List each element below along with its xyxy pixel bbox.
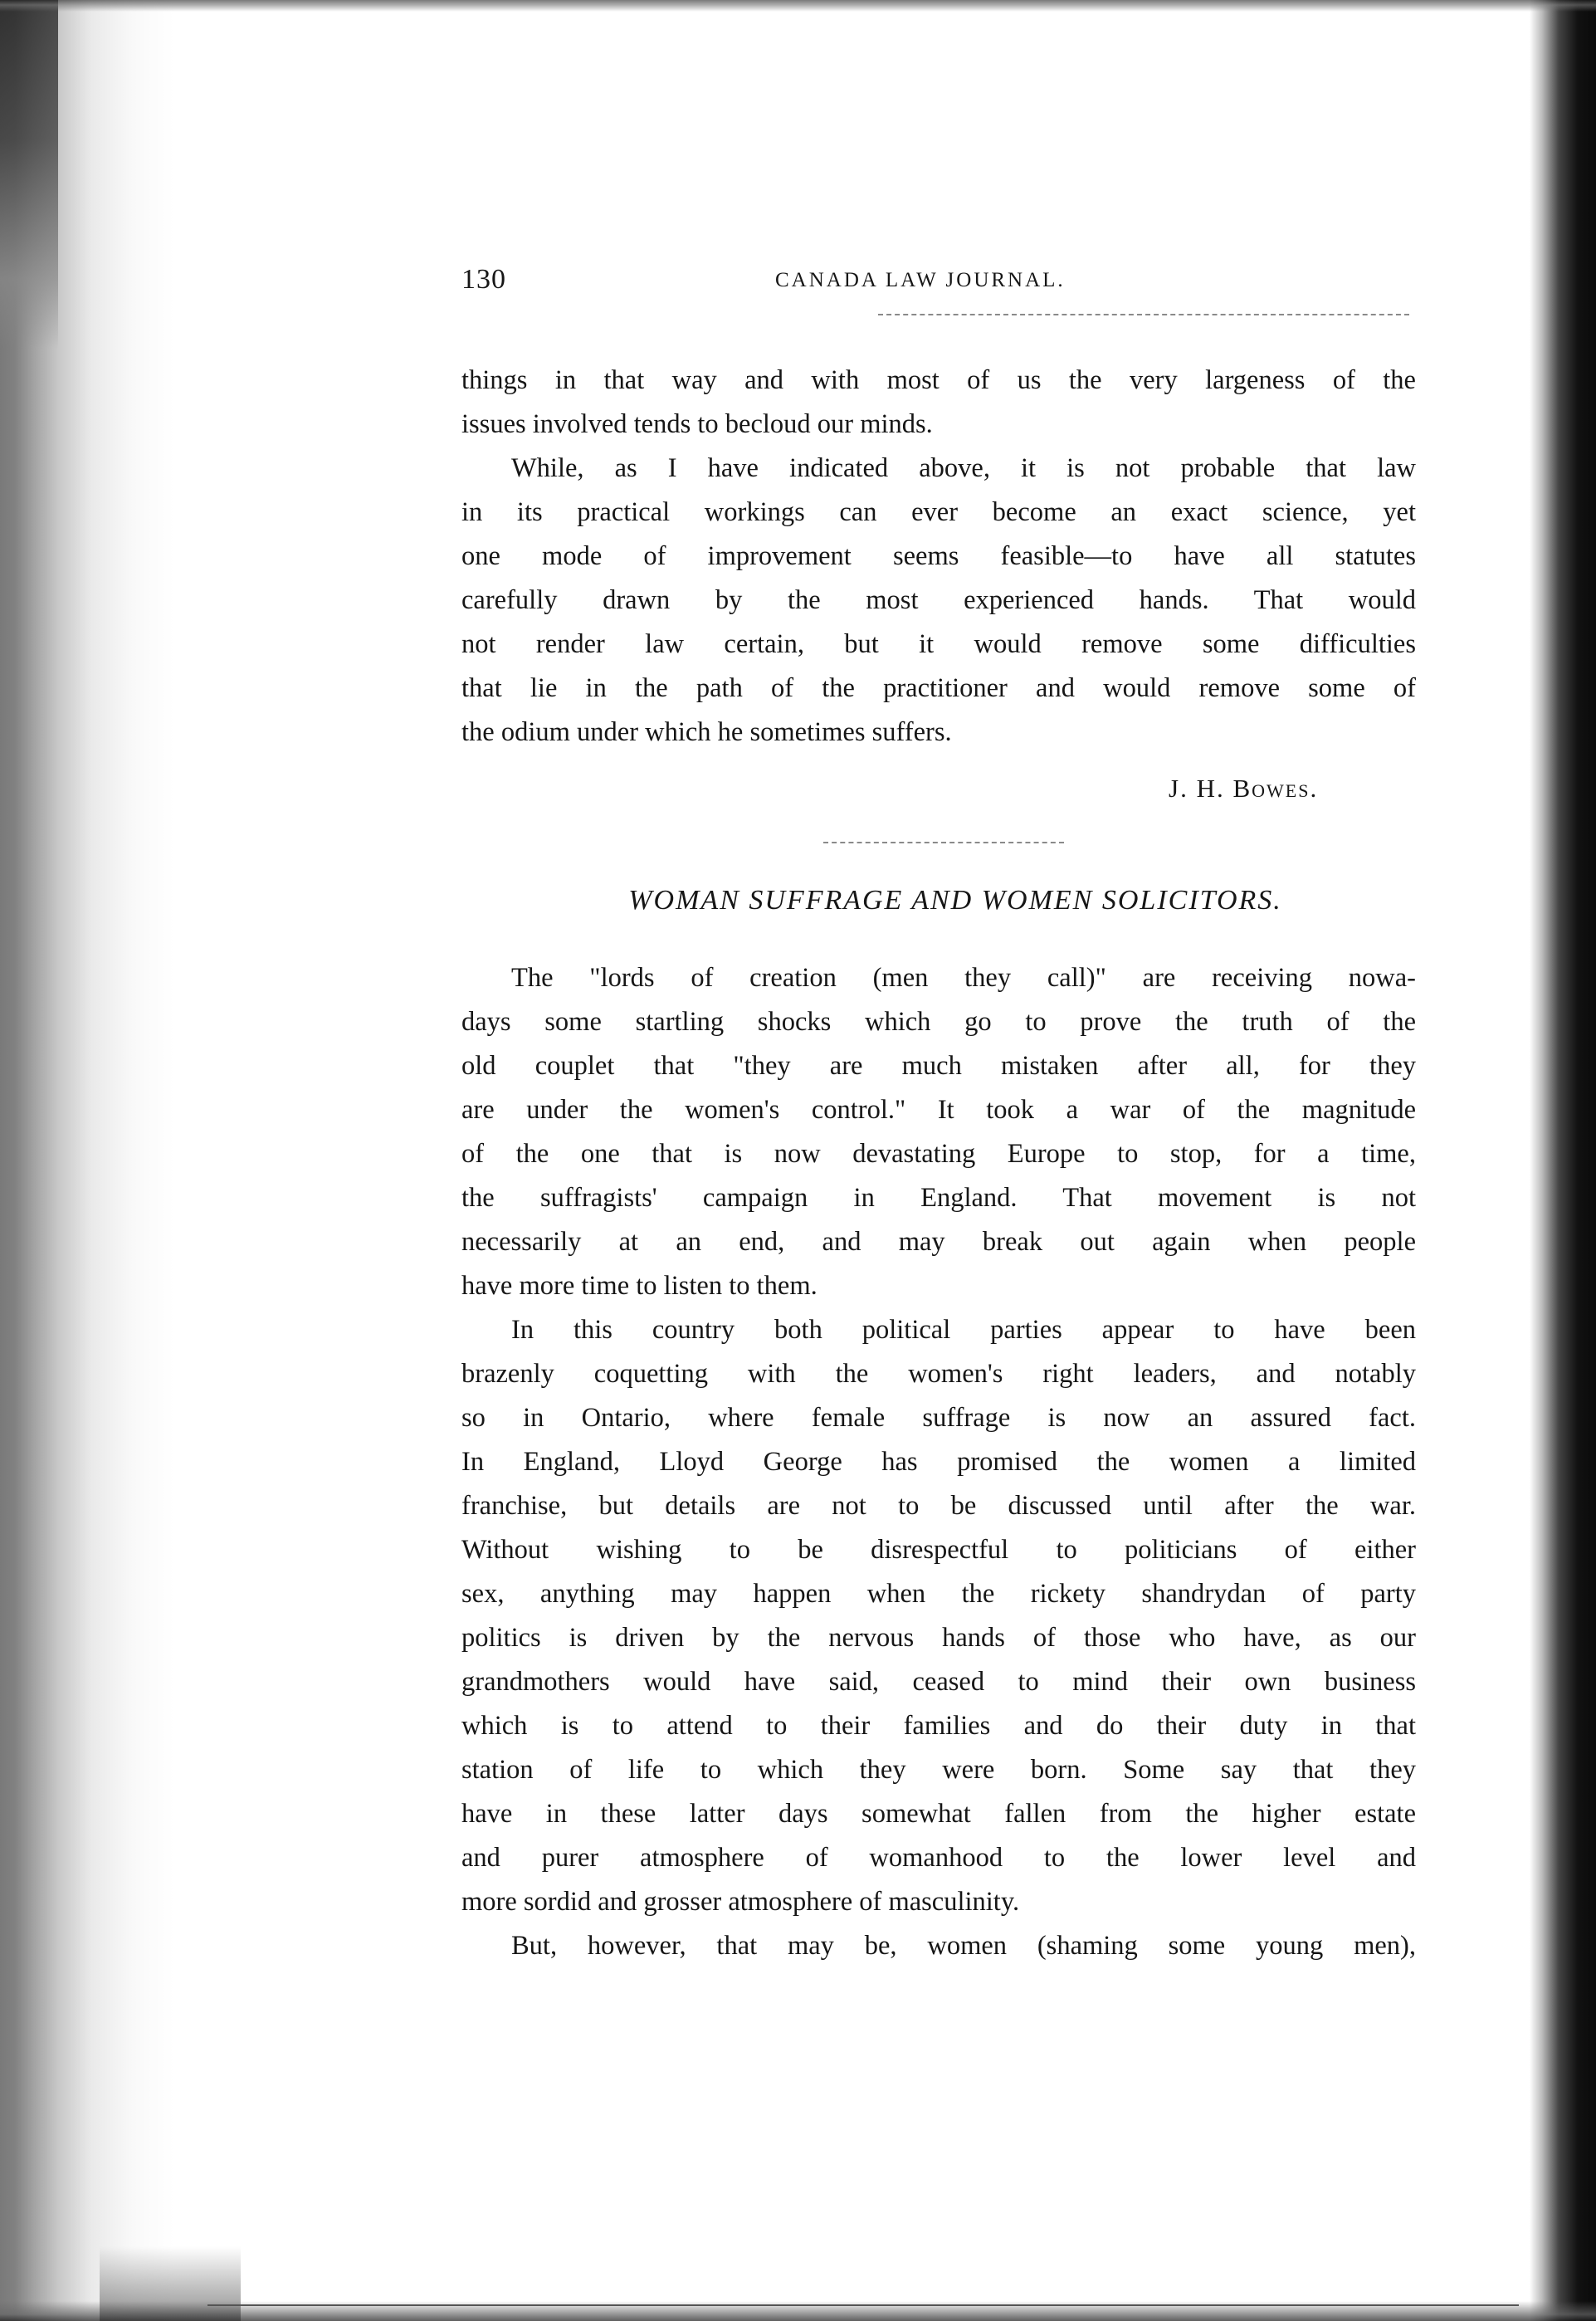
text-line: the suffragists' campaign in England. That movement is not [461, 1183, 1416, 1213]
text-line: carefully drawn by the most experienced hands. That would [461, 585, 1416, 615]
text-line: old couplet that "they are much mistaken after all, for they [461, 1051, 1416, 1081]
text-line: which is to attend to their families and do their duty in that [461, 1711, 1416, 1741]
text-line: things in that way and with most of us the very largeness of the [461, 365, 1416, 395]
text-line: more sordid and grosser atmosphere of masculinity. [461, 1887, 1020, 1917]
text-line: issues involved tends to becloud our minds. [461, 409, 933, 439]
text-line: of the one that is now devastating Europe to stop, for a time, [461, 1139, 1416, 1169]
text-line: In England, Lloyd George has promised the women a limited [461, 1447, 1416, 1477]
text-line: necessarily at an end, and may break out again when people [461, 1227, 1416, 1257]
text-line: have more time to listen to them. [461, 1271, 818, 1301]
text-line: the odium under which he sometimes suffers. [461, 717, 952, 747]
scan-edge-bottom-left-shadow [100, 2246, 241, 2321]
journal-title: CANADA LAW JOURNAL. [775, 269, 1066, 291]
text-line: in its practical workings can ever become an exact science, yet [461, 497, 1416, 527]
text-line: are under the women's control." It took a war of the magnitude [461, 1095, 1416, 1125]
article-continuation [461, 359, 1416, 755]
scan-edge-right [1530, 0, 1596, 2321]
text-line: politics is driven by the nervous hands of those who have, as our [461, 1623, 1416, 1653]
text-line: In this country both political parties appear to have been [511, 1315, 1416, 1345]
scan-edge-top [0, 0, 1596, 12]
running-head [461, 264, 1416, 301]
header-rule [878, 314, 1409, 315]
section-body [461, 956, 1416, 1968]
text-line: franchise, but details are not to be discussed until after the war. [461, 1491, 1416, 1521]
text-line: The "lords of creation (men they call)" are receiving nowa- [511, 963, 1416, 993]
text-line: Without wishing to be disrespectful to politicians of either [461, 1535, 1416, 1565]
text-line: and purer atmosphere of womanhood to the lower level and [461, 1843, 1416, 1873]
text-line: While, as I have indicated above, it is not probable that law [511, 453, 1416, 483]
text-line: grandmothers would have said, ceased to mind their own business [461, 1667, 1416, 1697]
bottom-edge-rule [207, 2304, 1519, 2306]
section-divider [823, 842, 1064, 843]
text-line: that lie in the path of the practitioner and would remove some of [461, 673, 1416, 703]
text-line: not render law certain, but it would remove some difficulties [461, 629, 1416, 659]
text-line: days some startling shocks which go to prove the truth of the [461, 1007, 1416, 1037]
text-line: have in these latter days somewhat fallen from the higher estate [461, 1799, 1416, 1829]
page-number: 130 [461, 264, 506, 295]
scan-edge-left-shadow [0, 0, 58, 349]
author-signature: J. H. Bowes. [1169, 774, 1319, 803]
text-line: one mode of improvement seems feasible—to have all statutes [461, 541, 1416, 571]
text-line: brazenly coquetting with the women's right leaders, and notably [461, 1359, 1416, 1389]
text-line: so in Ontario, where female suffrage is now an assured fact. [461, 1403, 1416, 1433]
text-line: sex, anything may happen when the rickety shandrydan of party [461, 1579, 1416, 1609]
text-line: station of life to which they were born. Some say that they [461, 1755, 1416, 1785]
text-line: But, however, that may be, women (shaming some young men), [511, 1931, 1416, 1961]
section-heading: WOMAN SUFFRAGE AND WOMEN SOLICITORS. [628, 885, 1282, 916]
